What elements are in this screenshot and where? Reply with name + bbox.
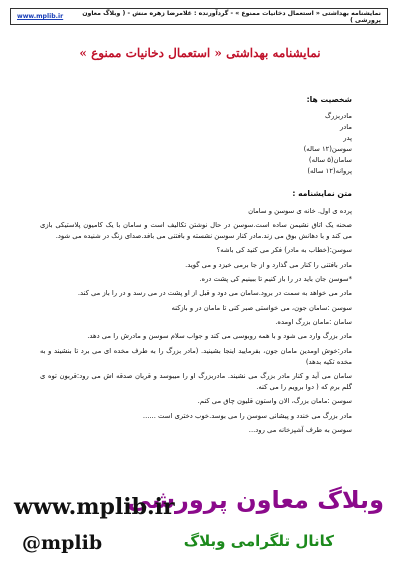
play-paragraph: سامان :مامان بزرگ اومده. (275, 318, 352, 327)
play-paragraph: صحنه یک اتاق نشیمن ساده است.سوسن در حال نوشتن تکالیف است و سامان با یک کامیون پلاستیکی بازی می کند و با دهانش بوق می زند.مادر کنار سوسن نشسته و بافتنی می بافد.صدای زنگ در شنیده می شود. (40, 220, 352, 240)
play-paragraph: *سوسن جان باید در را باز کنیم تا ببینیم کی پشت دره. (199, 274, 352, 283)
play-paragraph: مادر بزرگ وارد می شود و با همه روبوسی می کند و جواب سلام سوسن و مادرش را می دهد. (87, 332, 352, 341)
header-url-link[interactable]: www.mplib.ir (17, 13, 64, 20)
play-paragraph: مادر بزرگ می خندد و پیشانی سوسن را می بوسد.خوب دختری است ...... (142, 411, 352, 420)
document-body (40, 94, 352, 439)
play-paragraph: مادر بافتنی را کنار می گذارد و از جا برمی خیزد و می گوید. (185, 260, 352, 269)
banner-handle: @mplib (22, 532, 103, 554)
page-header (10, 8, 388, 25)
banner-brand: وبلاگ معاون پرورشی (127, 486, 384, 514)
play-paragraph: مادر:خوش اومدین مامان جون، بفرمایید اینجا بشینید. (مادر بزرگ را به طرف مخده ای می برد تا بنشیند و به مخده تکیه بدهد) (40, 346, 352, 366)
document-title: نمایشنامه بهداشتی « استعمال دخانیات ممنوع » (79, 46, 321, 60)
play-paragraph: سامان می آید و کنار مادر بزرگ می نشیند. مادربزرگ او را میبوسد و قربان صدقه اش می رود:قربون توه ی گلم برم که ( دوا برویم را می کنه. (40, 372, 352, 391)
header-text: نمایشنامه بهداشتی « استعمال دخانیات ممنوع » - گردآورنده : غلامرضا زهره منش - ( وبلاگ معاون پرورشی ) (82, 9, 381, 24)
character-item: پدر (343, 133, 352, 142)
characters-heading: شخصیت ها: (306, 95, 352, 104)
play-paragraph: سوسن :مامان بزرگ، الان واستون قلیون چاق می کنم. (197, 397, 352, 406)
character-item: پروانه(۱۲ ساله) (307, 166, 352, 175)
character-item: مادربزرگ (324, 112, 352, 121)
character-item: سوسن(۱۲ ساله) (303, 144, 352, 153)
watermark-banner (0, 486, 400, 565)
play-heading: متن نمایشنامه : (292, 189, 352, 199)
play-paragraph: سوسن:(خطاب به مادر) فکر می کنید کی باشه؟ (216, 246, 352, 255)
play-paragraph: سوسن به طرف آشپزخانه می رود... (248, 426, 352, 435)
play-paragraph: مادر می خواهد به سمت در برود.سامان می دود و قبل از او پشت در می رسد و در را باز می کند. (77, 289, 352, 298)
character-item: مادر (339, 123, 352, 132)
play-paragraph: سوسن :سامان جون، می خواستی صبر کنی تا مامان در و بازکنه (171, 303, 352, 312)
banner-channel: کانال تلگرامی وبلاگ (183, 532, 334, 550)
character-item: سامان(۵ ساله) (308, 155, 352, 164)
banner-url: www.mplib.ir (14, 494, 175, 520)
play-paragraph: پرده ی اول. خانه ی سوسن و سامان (248, 206, 352, 215)
